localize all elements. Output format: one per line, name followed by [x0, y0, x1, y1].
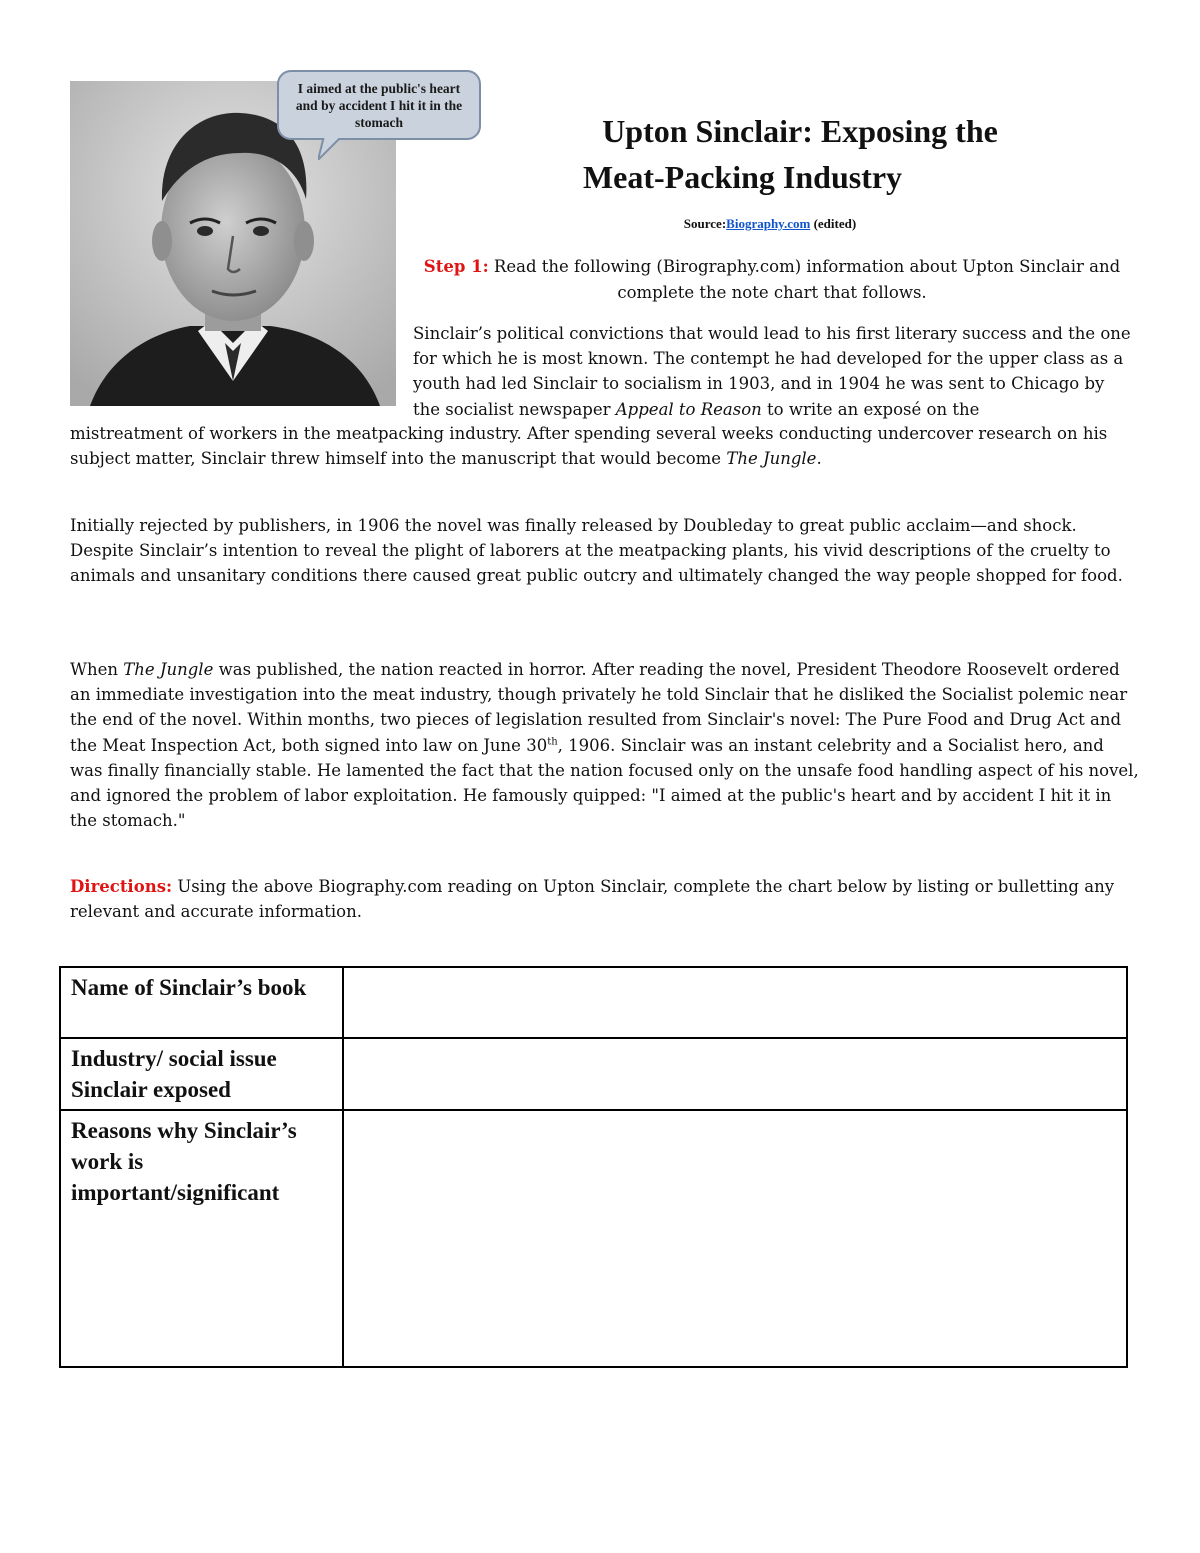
- chart-answer-cell[interactable]: [343, 1038, 1127, 1110]
- source-suffix: (edited): [810, 216, 857, 231]
- step-text: Read the following (Birography.com) information about Upton Sinclair and complete the note chart that follows.: [488, 257, 1121, 302]
- chart-row-label: Name of Sinclair’s book: [60, 967, 343, 1038]
- paragraph-3-end: , 1906. Sinclair was an instant celebrity and a Socialist hero, and was finally financially stable. He lamented the fact that the nation focused only on the unsafe food handling aspect of his novel, and ignored the problem of labor exploitation. He famously quipped: "I aimed at the public's heart and by accident I hit it in the stomach.": [70, 735, 1139, 831]
- paragraph-1-bottom: [70, 421, 1140, 471]
- directions-text: Using the above Biography.com reading on Upton Sinclair, complete the chart below by listing or bulletting any relevant and accurate information.: [70, 877, 1115, 922]
- chart-row-label: Reasons why Sinclair’s work is important/significant: [60, 1110, 343, 1367]
- paragraph-2: Initially rejected by publishers, in 1906 the novel was finally released by Doubleday to great public acclaim—and shock. Despite Sinclair’s intention to reveal the plight of laborers at the meatpacking plants, his vivid descriptions of the cruelty to animals and unsanitary conditions there caused great public outcry and ultimately changed the way people shopped for food.: [70, 516, 1123, 586]
- title-line-1: Upton Sinclair: Exposing the: [602, 113, 998, 149]
- source-label: Source:: [683, 216, 727, 231]
- paragraph-3-start: When: [70, 660, 124, 679]
- chart-row-label: Industry/ social issue Sinclair exposed: [60, 1038, 343, 1110]
- paragraph-1b-italic: The Jungle: [726, 449, 817, 469]
- paragraph-1-text-end: to write an exposé on the: [761, 399, 980, 419]
- chart-answer-cell[interactable]: [343, 967, 1127, 1038]
- source-link[interactable]: Biography.com: [726, 216, 811, 231]
- title-line-2: Meat-Packing Industry: [582, 159, 903, 195]
- paragraph-1b-text: mistreatment of workers in the meatpacking industry. After spending several weeks conducting undercover research on his subject matter, Sinclair threw himself into the manuscript that would become: [70, 424, 1108, 469]
- speech-bubble: I aimed at the public's heart and by accident I hit it in the stomach: [277, 70, 481, 140]
- chart-answer-cell[interactable]: [343, 1110, 1127, 1367]
- source-line: [600, 216, 940, 232]
- paragraph-1b-end: .: [816, 449, 822, 469]
- note-chart: [59, 966, 1128, 1368]
- directions: [70, 874, 1140, 924]
- directions-label: Directions:: [70, 877, 173, 896]
- step-1-instruction: [414, 254, 1130, 306]
- paragraph-1-text: Sinclair’s political convictions that would lead to his first literary success and the one for which he is most known. The contempt he had developed for the upper class as a youth had led Sinclair to socialism in 1903, and in 1904 he was sent to Chicago by the socialist newspaper: [413, 324, 1131, 419]
- step-label: Step 1:: [423, 257, 489, 276]
- paragraph-3-italic: The Jungle: [123, 660, 214, 679]
- page-title: [520, 108, 1080, 200]
- speech-bubble-tail: [318, 136, 348, 160]
- paragraph-1-top: [413, 321, 1133, 422]
- chart-row: [60, 1038, 1127, 1110]
- chart-row: [60, 1110, 1127, 1367]
- paragraph-3: [70, 657, 1140, 833]
- paragraph-3-sup: th: [547, 736, 558, 748]
- paragraph-3-mid: was published, the nation reacted in horror. After reading the novel, President Theodore Roosevelt ordered an immediate investigation into the meat industry, though privately he told Sinclair that he disliked the Socialist polemic near the end of the novel. Within months, two pieces of legislation resulted from Sinclair's novel: The Pure Food and Drug Act and the Meat Inspection Act, both signed into law on June 30: [70, 660, 1128, 755]
- paragraph-1-italic: Appeal to Reason: [615, 399, 762, 419]
- chart-row: [60, 967, 1127, 1038]
